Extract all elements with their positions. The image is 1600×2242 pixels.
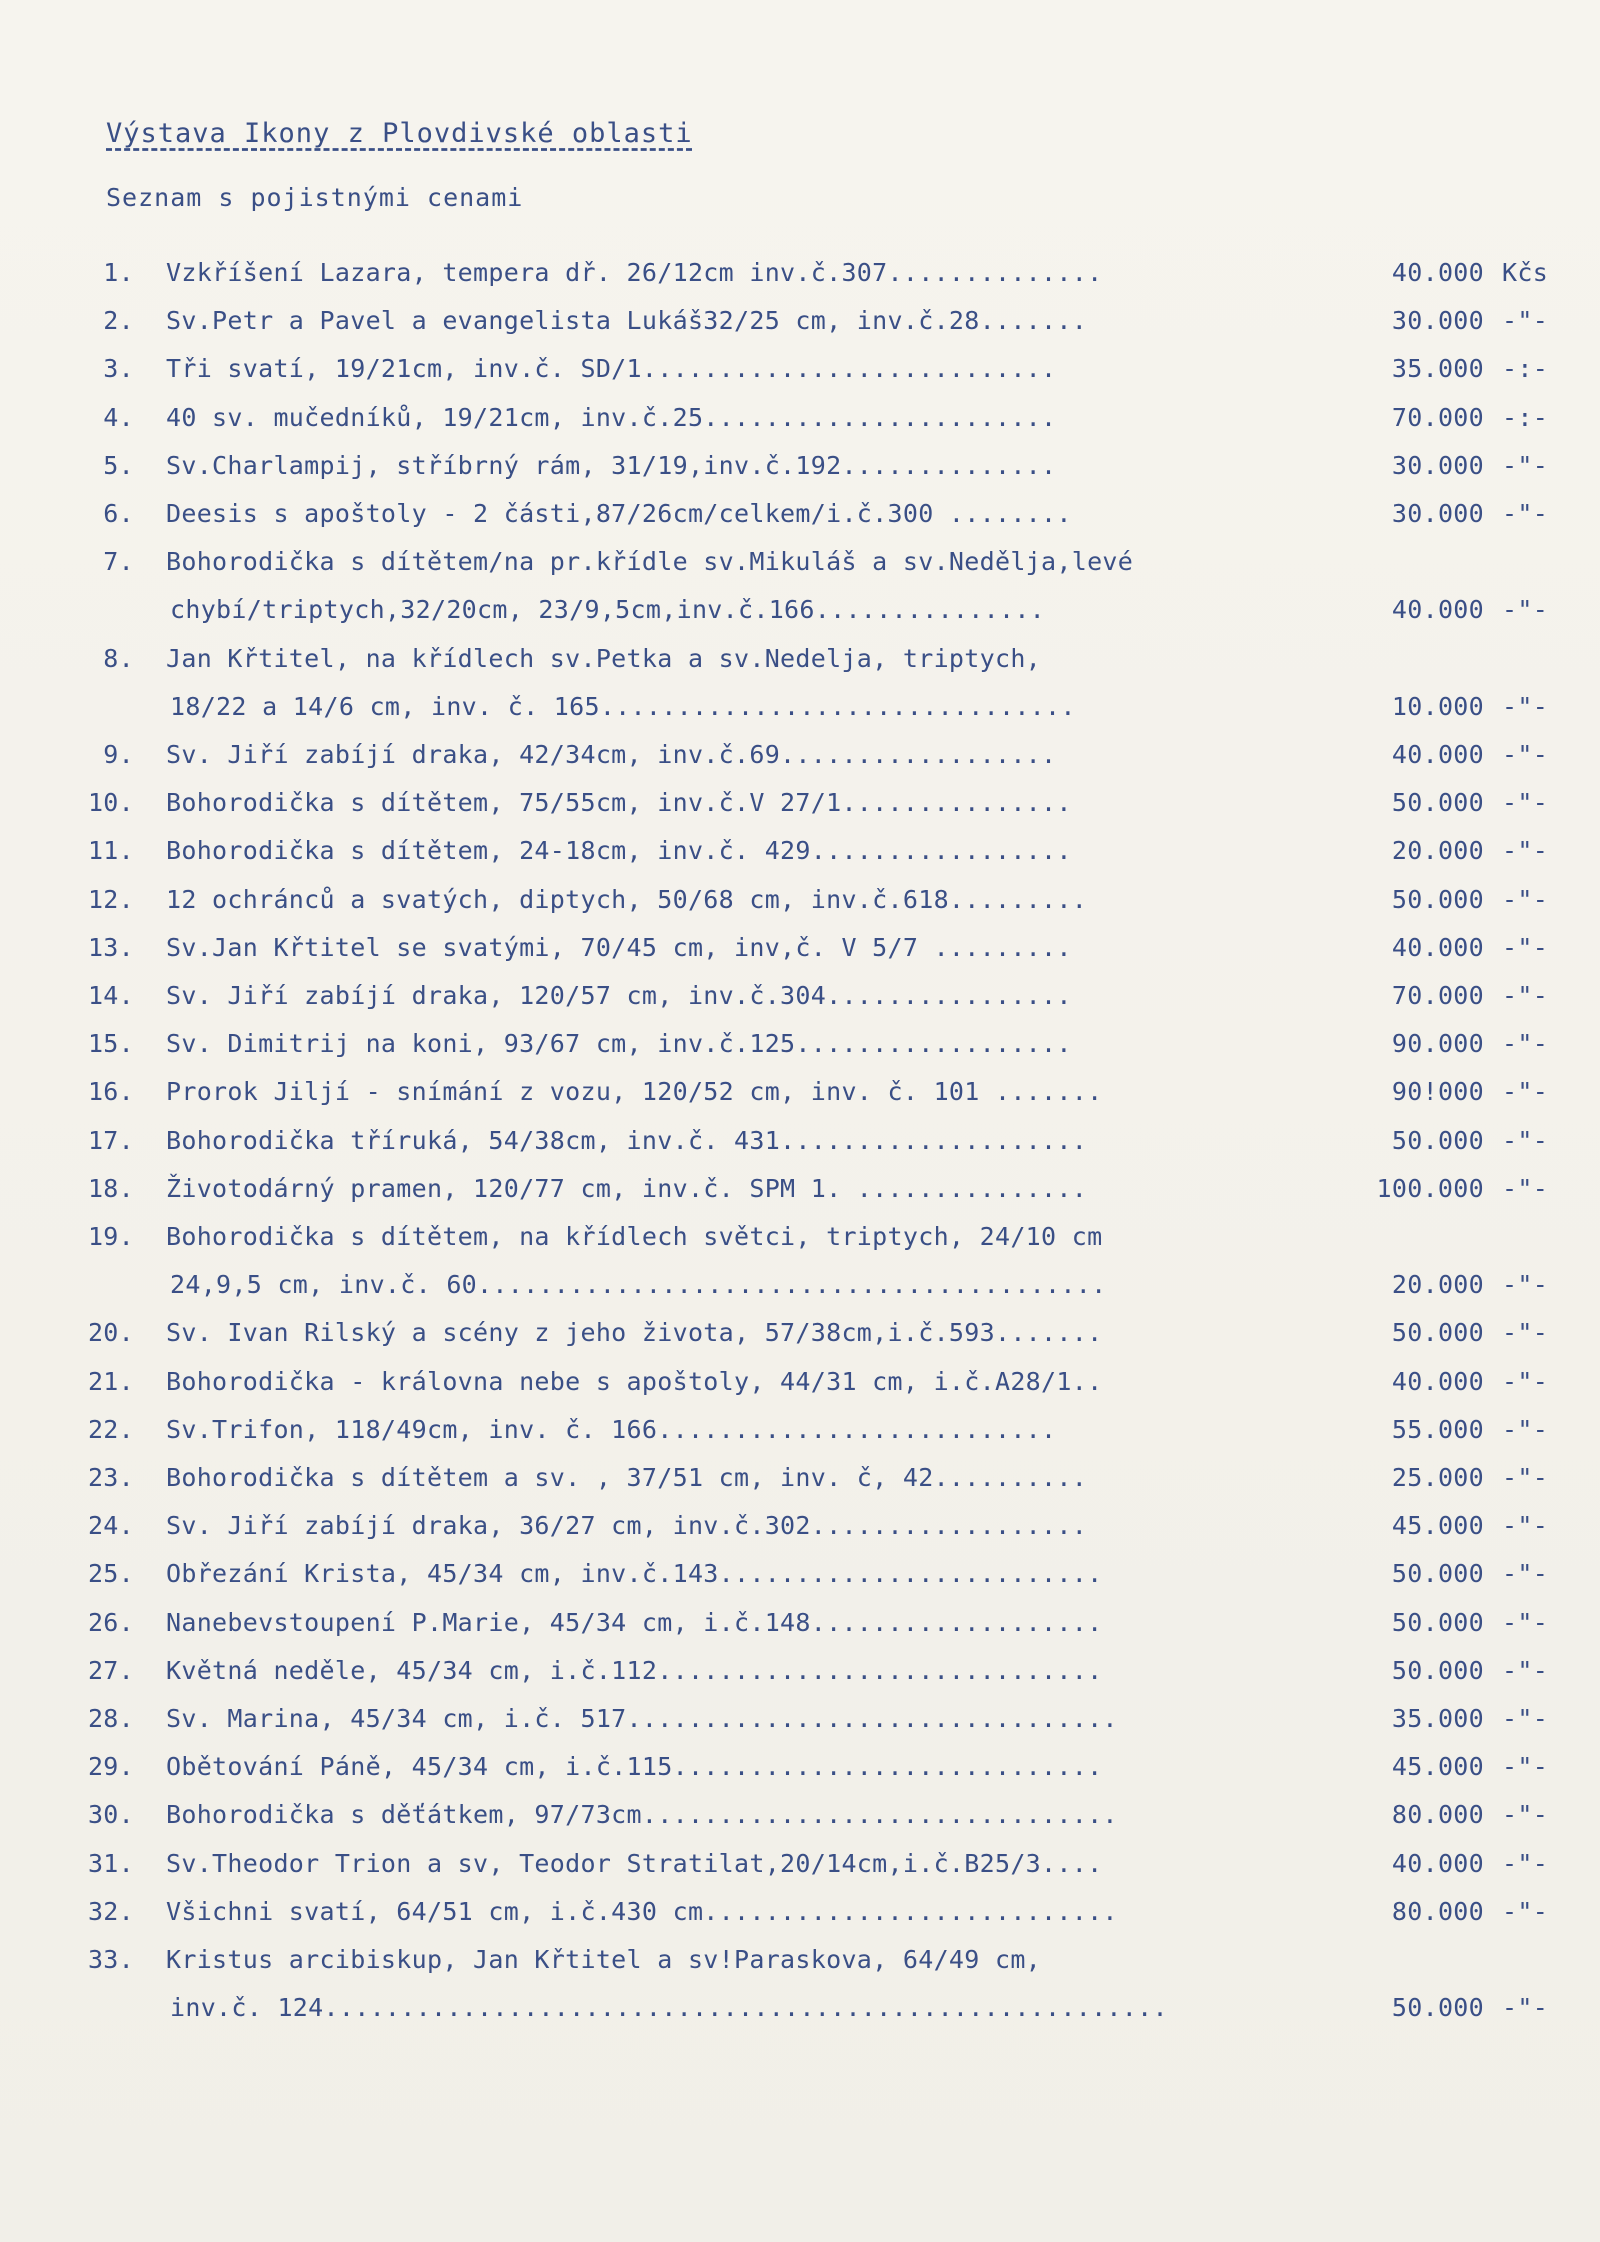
item-number: 21. [87,1367,134,1396]
item-insurance-value: 40.000 [1391,1367,1484,1396]
item-description: inv.č. 124....................................................... [170,1993,1168,2022]
item-number: 28. [87,1704,134,1733]
item-description: Sv. Jiří zabíjí draka, 120/57 cm, inv.č.304................ [166,981,1072,1010]
item-description: Bohorodička tříruká, 54/38cm, inv.č. 431.................... [166,1126,1088,1155]
item-insurance-value: 100.000 [1376,1174,1484,1203]
list-item [0,981,1600,1025]
item-number: 6. [103,499,134,528]
item-number: 18. [87,1174,134,1203]
item-insurance-value: 20.000 [1391,836,1484,865]
item-currency-mark: -"- [1502,1897,1549,1926]
item-number: 19. [87,1222,134,1251]
item-insurance-value: 90.000 [1391,1029,1484,1058]
list-item [0,644,1600,688]
list-item [0,451,1600,495]
item-currency-mark: -"- [1502,1077,1549,1106]
list-item [0,1077,1600,1121]
item-currency-mark: Kčs [1502,258,1549,287]
item-insurance-value: 35.000 [1391,1704,1484,1733]
list-item [0,1126,1600,1170]
item-insurance-value: 50.000 [1391,1126,1484,1155]
list-item [0,1270,1600,1314]
item-description: Jan Křtitel, na křídlech sv.Petka a sv.Nedelja, triptych, [166,644,1042,673]
item-currency-mark: -"- [1502,1126,1549,1155]
item-number: 20. [87,1318,134,1347]
item-currency-mark: -"- [1502,1463,1549,1492]
item-description: Sv. Marina, 45/34 cm, i.č. 517................................ [166,1704,1118,1733]
item-description: Sv.Theodor Trion a sv, Teodor Stratilat,20/14cm,i.č.B25/3.... [166,1849,1103,1878]
item-description: Životodárný pramen, 120/77 cm, inv.č. SPM 1. ............... [166,1174,1088,1203]
item-number: 3. [103,354,134,383]
document-subtitle: Seznam s pojistnými cenami [106,183,524,212]
list-item [0,258,1600,302]
item-description: Prorok Jiljí - snímání z vozu, 120/52 cm, inv. č. 101 ....... [166,1077,1103,1106]
item-insurance-value: 80.000 [1391,1897,1484,1926]
list-item [0,354,1600,398]
item-number: 13. [87,933,134,962]
item-currency-mark: -"- [1502,740,1549,769]
document-title: Výstava Ikony z Plovdivské oblasti [106,118,693,149]
item-number: 7. [103,547,134,576]
item-currency-mark: -"- [1502,1704,1549,1733]
list-item [0,1608,1600,1652]
item-description: 18/22 a 14/6 cm, inv. č. 165............................... [170,692,1076,721]
item-insurance-value: 90!000 [1391,1077,1484,1106]
item-number: 22. [87,1415,134,1444]
item-number: 2. [103,306,134,335]
item-number: 25. [87,1559,134,1588]
item-insurance-value: 45.000 [1391,1511,1484,1540]
item-insurance-value: 30.000 [1391,306,1484,335]
item-currency-mark: -"- [1502,933,1549,962]
item-description: Sv.Jan Křtitel se svatými, 70/45 cm, inv,č. V 5/7 ......... [166,933,1072,962]
item-currency-mark: -"- [1502,692,1549,721]
item-insurance-value: 50.000 [1391,1318,1484,1347]
item-description: 12 ochránců a svatých, diptych, 50/68 cm, inv.č.618......... [166,885,1088,914]
item-currency-mark: -"- [1502,836,1549,865]
list-item [0,499,1600,543]
item-description: Bohorodička - královna nebe s apoštoly, 44/31 cm, i.č.A28/1.. [166,1367,1103,1396]
item-currency-mark: -"- [1502,1270,1549,1299]
item-description: Bohorodička s děťátkem, 97/73cm............................... [166,1800,1118,1829]
item-currency-mark: -"- [1502,788,1549,817]
item-number: 5. [103,451,134,480]
item-description: Obřezání Krista, 45/34 cm, inv.č.143......................... [166,1559,1103,1588]
item-insurance-value: 55.000 [1391,1415,1484,1444]
item-insurance-value: 40.000 [1391,933,1484,962]
item-currency-mark: -:- [1502,403,1549,432]
item-number: 27. [87,1656,134,1685]
item-description: Bohorodička s dítětem/na pr.křídle sv.Mikuláš a sv.Nedělja,levé [166,547,1134,576]
list-item [0,1704,1600,1748]
list-item [0,1415,1600,1459]
list-item [0,836,1600,880]
list-item [0,1029,1600,1073]
item-currency-mark: -"- [1502,1415,1549,1444]
item-description: Sv. Ivan Rilský a scény z jeho života, 57/38cm,i.č.593....... [166,1318,1103,1347]
item-insurance-value: 50.000 [1391,885,1484,914]
item-currency-mark: -"- [1502,1849,1549,1878]
item-description: Sv. Dimitrij na koni, 93/67 cm, inv.č.125.................. [166,1029,1072,1058]
list-item [0,692,1600,736]
list-item [0,1752,1600,1796]
item-number: 32. [87,1897,134,1926]
list-item [0,1463,1600,1507]
item-number: 9. [103,740,134,769]
item-description: Vzkříšení Lazara, tempera dř. 26/12cm inv.č.307.............. [166,258,1103,287]
item-insurance-value: 50.000 [1391,1993,1484,2022]
item-insurance-value: 40.000 [1391,1849,1484,1878]
item-number: 23. [87,1463,134,1492]
item-number: 11. [87,836,134,865]
item-currency-mark: -"- [1502,1318,1549,1347]
list-item [0,306,1600,350]
item-description: Bohorodička s dítětem, 24-18cm, inv.č. 429................. [166,836,1072,865]
item-currency-mark: -"- [1502,1993,1549,2022]
item-currency-mark: -"- [1502,1559,1549,1588]
item-number: 33. [87,1945,134,1974]
item-number: 14. [87,981,134,1010]
item-description: chybí/triptych,32/20cm, 23/9,5cm,inv.č.166............... [170,595,1046,624]
item-number: 15. [87,1029,134,1058]
item-description: Deesis s apoštoly - 2 části,87/26cm/celkem/i.č.300 ........ [166,499,1072,528]
item-description: Tři svatí, 19/21cm, inv.č. SD/1........................... [166,354,1057,383]
item-number: 26. [87,1608,134,1637]
item-number: 17. [87,1126,134,1155]
list-item [0,1174,1600,1218]
item-insurance-value: 30.000 [1391,451,1484,480]
item-currency-mark: -"- [1502,981,1549,1010]
item-insurance-value: 70.000 [1391,981,1484,1010]
item-currency-mark: -"- [1502,451,1549,480]
item-description: Všichni svatí, 64/51 cm, i.č.430 cm........................... [166,1897,1118,1926]
item-number: 29. [87,1752,134,1781]
item-insurance-value: 40.000 [1391,258,1484,287]
item-description: 24,9,5 cm, inv.č. 60......................................... [170,1270,1107,1299]
item-currency-mark: -"- [1502,1656,1549,1685]
item-insurance-value: 50.000 [1391,1656,1484,1685]
list-item [0,1849,1600,1893]
item-currency-mark: -"- [1502,1367,1549,1396]
item-currency-mark: -"- [1502,499,1549,528]
item-description: Sv.Trifon, 118/49cm, inv. č. 166.......................... [166,1415,1057,1444]
item-currency-mark: -"- [1502,595,1549,624]
item-insurance-value: 80.000 [1391,1800,1484,1829]
item-insurance-value: 35.000 [1391,354,1484,383]
item-description: Bohorodička s dítětem, 75/55cm, inv.č.V 27/1............... [166,788,1072,817]
item-description: Nanebevstoupení P.Marie, 45/34 cm, i.č.148................... [166,1608,1103,1637]
item-currency-mark: -"- [1502,885,1549,914]
list-item [0,1367,1600,1411]
item-number: 4. [103,403,134,432]
item-insurance-value: 20.000 [1391,1270,1484,1299]
item-description: Sv.Charlampij, stříbrný rám, 31/19,inv.č.192.............. [166,451,1057,480]
item-currency-mark: -"- [1502,1174,1549,1203]
item-insurance-value: 40.000 [1391,595,1484,624]
list-item [0,1656,1600,1700]
item-number: 16. [87,1077,134,1106]
list-item [0,1800,1600,1844]
list-item [0,1511,1600,1555]
item-currency-mark: -"- [1502,1752,1549,1781]
item-insurance-value: 70.000 [1391,403,1484,432]
item-insurance-value: 50.000 [1391,1608,1484,1637]
item-description: Obětování Páně, 45/34 cm, i.č.115............................ [166,1752,1103,1781]
list-item [0,1318,1600,1362]
item-description: Sv. Jiří zabíjí draka, 36/27 cm, inv.č.302.................. [166,1511,1088,1540]
item-insurance-value: 10.000 [1391,692,1484,721]
item-insurance-value: 50.000 [1391,788,1484,817]
list-item [0,885,1600,929]
item-number: 12. [87,885,134,914]
item-currency-mark: -:- [1502,354,1549,383]
list-item [0,403,1600,447]
list-item [0,1897,1600,1941]
list-item [0,740,1600,784]
list-item [0,933,1600,977]
item-insurance-value: 40.000 [1391,740,1484,769]
item-number: 10. [87,788,134,817]
item-description: Květná neděle, 45/34 cm, i.č.112............................. [166,1656,1103,1685]
item-number: 24. [87,1511,134,1540]
item-number: 31. [87,1849,134,1878]
list-item [0,1945,1600,1989]
item-description: Sv. Jiří zabíjí draka, 42/34cm, inv.č.69.................. [166,740,1057,769]
list-item [0,547,1600,591]
item-currency-mark: -"- [1502,1608,1549,1637]
item-insurance-value: 45.000 [1391,1752,1484,1781]
item-currency-mark: -"- [1502,306,1549,335]
item-currency-mark: -"- [1502,1511,1549,1540]
list-item [0,1222,1600,1266]
item-currency-mark: -"- [1502,1800,1549,1829]
item-number: 1. [103,258,134,287]
item-description: Sv.Petr a Pavel a evangelista Lukáš32/25 cm, inv.č.28....... [166,306,1088,335]
item-description: Kristus arcibiskup, Jan Křtitel a sv!Paraskova, 64/49 cm, [166,1945,1042,1974]
item-currency-mark: -"- [1502,1029,1549,1058]
item-insurance-value: 30.000 [1391,499,1484,528]
item-description: 40 sv. mučedníků, 19/21cm, inv.č.25....................... [166,403,1057,432]
item-number: 30. [87,1800,134,1829]
list-item [0,1559,1600,1603]
item-insurance-value: 25.000 [1391,1463,1484,1492]
item-number: 8. [103,644,134,673]
list-item [0,595,1600,639]
item-description: Bohorodička s dítětem, na křídlech světci, triptych, 24/10 cm [166,1222,1103,1251]
list-item [0,1993,1600,2037]
list-item [0,788,1600,832]
item-description: Bohorodička s dítětem a sv. , 37/51 cm, inv. č, 42.......... [166,1463,1088,1492]
item-insurance-value: 50.000 [1391,1559,1484,1588]
